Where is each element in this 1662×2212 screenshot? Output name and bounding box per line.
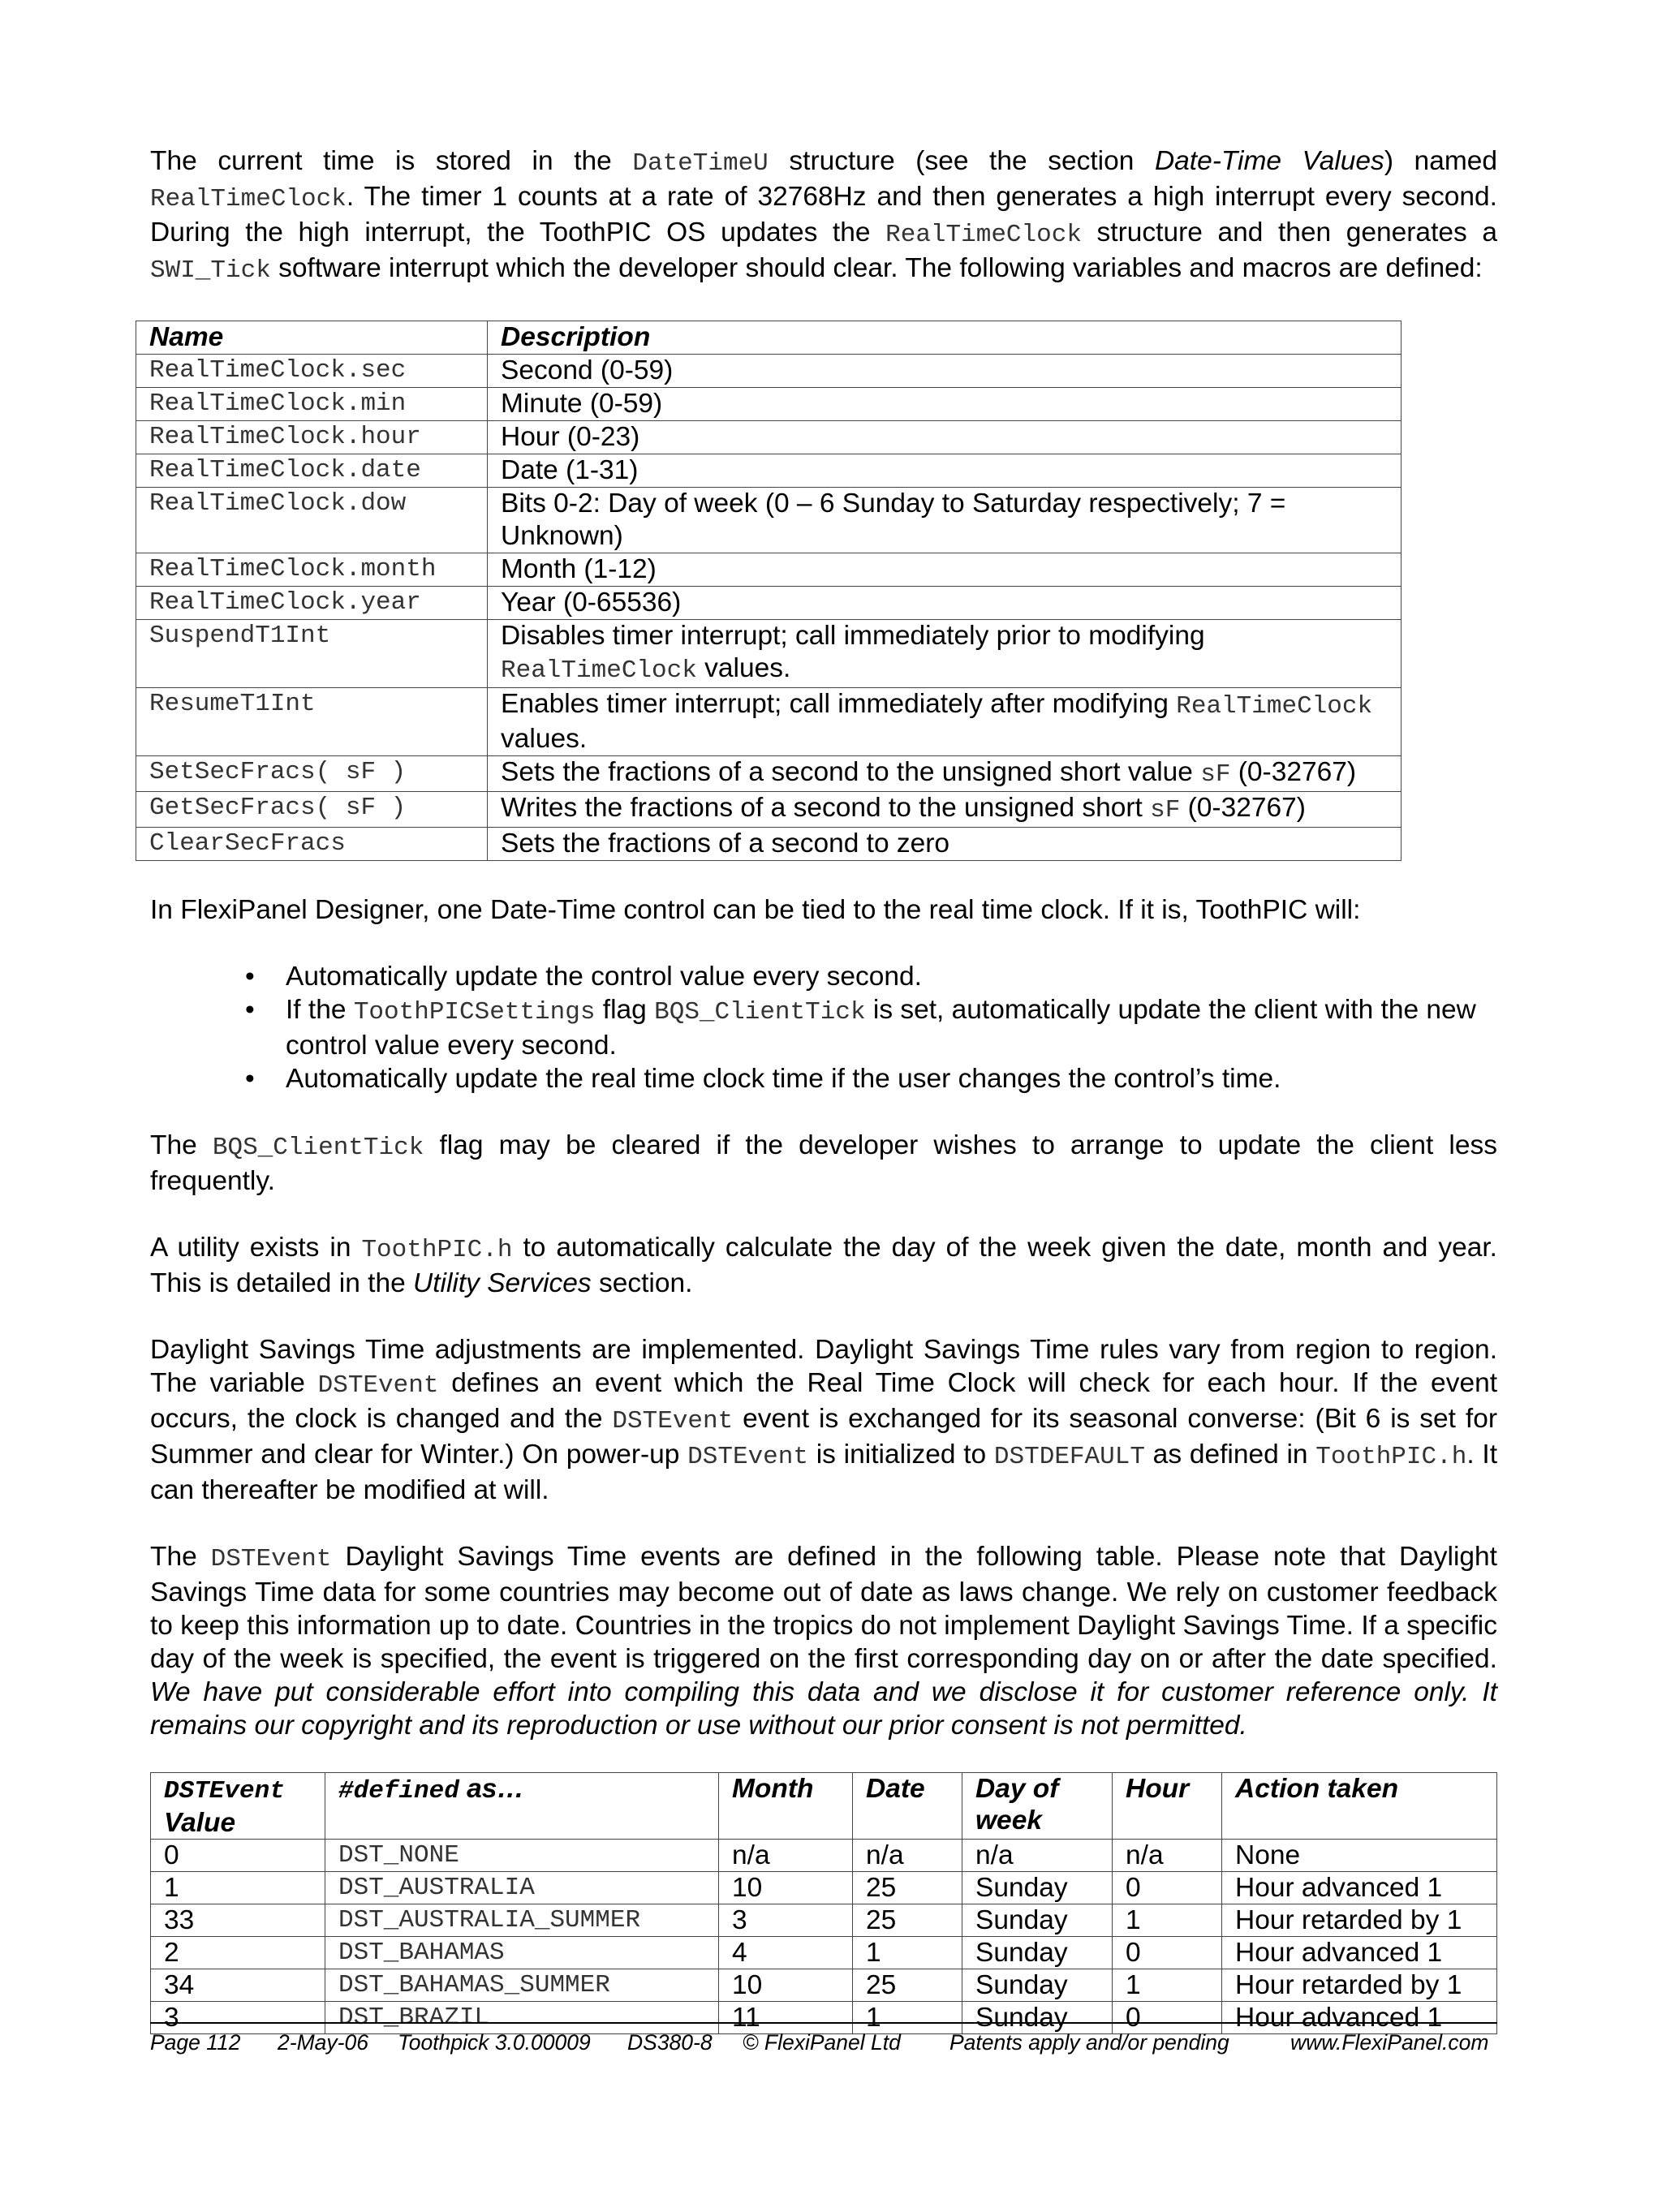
dst-cell-value: 3: [151, 2002, 325, 2034]
text-run: Sets the fractions of a second to zero: [501, 828, 950, 859]
text-run: as defined in: [1144, 1440, 1316, 1470]
dst-table-paragraph: [150, 1540, 1497, 1742]
dst-cell-action: None: [1222, 1840, 1497, 1872]
dst-col-value-header: [151, 1773, 325, 1840]
dst-cell-dow: Sunday: [962, 1969, 1113, 2002]
footer-copyright: © FlexiPanel Ltd: [743, 2030, 901, 2055]
variable-name: RealTimeClock.year: [136, 587, 488, 620]
dst-cell-month: 11: [719, 2002, 853, 2034]
bullet-list: [150, 960, 1497, 1095]
dst-cell-dow: n/a: [962, 1840, 1113, 1872]
text-run: Bits 0-2: Day of week (0 – 6 Sunday to Saturday respectively; 7 = Unknown): [501, 488, 1286, 551]
variable-description: [488, 421, 1402, 454]
variables-table-header-row: [136, 321, 1402, 355]
text-run: . It can thereafter be modified at will.: [150, 1440, 1497, 1505]
text-run: Month (1-12): [501, 554, 657, 584]
footer-date: 2-May-06: [278, 2030, 368, 2055]
variable-description: [488, 553, 1402, 587]
dst-cell-defined: DST_NONE: [325, 1840, 719, 1872]
variables-table-row: [136, 421, 1402, 454]
dst-cell-action: Hour advanced 1: [1222, 1937, 1497, 1969]
variables-table-row: [136, 388, 1402, 421]
code-identifier: DSTEvent: [612, 1407, 734, 1435]
dst-cell-month: 10: [719, 1969, 853, 2002]
variable-description: [488, 388, 1402, 421]
variable-name: GetSecFracs( sF ): [136, 792, 488, 828]
text-run: Daylight Savings Time adjustments are implemented. Daylight Savings Time rules vary from region to region. The variable: [150, 1335, 1497, 1398]
dst-table-row: [151, 1937, 1497, 1969]
dst-cell-hour: 1: [1113, 1969, 1222, 2002]
text-run: Date (1-31): [501, 455, 639, 485]
variables-table-row: [136, 688, 1402, 756]
bullet-icon: •: [245, 1064, 255, 1094]
dst-cell-month: 3: [719, 1904, 853, 1937]
variable-description: [488, 688, 1402, 756]
text-run: flag: [595, 995, 655, 1025]
variables-table-row: [136, 488, 1402, 553]
dst-cell-hour: 0: [1113, 1937, 1222, 1969]
dst-cell-value: 1: [151, 1872, 325, 1904]
variable-description: [488, 355, 1402, 388]
text-run: values.: [501, 724, 588, 754]
code-identifier: sF: [1150, 796, 1181, 824]
text-run: event is exchanged for its seasonal converse: (Bit 6 is set for Summer and clear for Winter.) On power-up: [150, 1404, 1497, 1470]
code-identifier: DSTEvent: [210, 1545, 332, 1573]
dst-cell-dow: Sunday: [962, 2002, 1113, 2034]
bullet-icon: •: [245, 995, 255, 1025]
code-identifier: RealTimeClock: [1176, 692, 1373, 721]
variables-table-row: [136, 792, 1402, 828]
dst-col-action-header: Action taken: [1222, 1773, 1497, 1840]
code-identifier: RealTimeClock: [150, 185, 347, 213]
bullet-icon: •: [245, 962, 255, 992]
text-run: Enables timer interrupt; call immediately after modifying: [501, 689, 1177, 719]
dst-cell-defined: DST_BAHAMAS_SUMMER: [325, 1969, 719, 2002]
variables-table-row: [136, 355, 1402, 388]
variable-name: RealTimeClock.min: [136, 388, 488, 421]
text-run: Automatically update the control value every second.: [286, 962, 922, 992]
code-identifier: ToothPIC.h: [1315, 1443, 1467, 1471]
dst-col-hour-header: Hour: [1113, 1773, 1222, 1840]
dst-cell-action: Hour advanced 1: [1222, 2002, 1497, 2034]
dst-col-value-code: DSTEvent: [164, 1777, 285, 1805]
text-run: values.: [696, 653, 791, 683]
text-run: defines an event which the Real Time Clock will check for each hour. If the event occurs, the clock is changed and the: [150, 1368, 1498, 1434]
dst-col-defined-code: #defined: [338, 1777, 459, 1805]
dst-cell-action: Hour advanced 1: [1222, 1872, 1497, 1904]
variables-table-row: [136, 454, 1402, 488]
dst-cell-date: 25: [853, 1969, 962, 2002]
code-identifier: DSTDEFAULT: [993, 1443, 1145, 1471]
page-footer: [150, 2022, 1497, 2055]
code-identifier: DSTEvent: [687, 1443, 808, 1471]
text-run: section.: [591, 1268, 693, 1298]
text-run: is set, automatically update the client with the new control value every second.: [286, 995, 1476, 1061]
variable-name: SetSecFracs( sF ): [136, 756, 488, 792]
text-run: software interrupt which the developer should clear. The following variables and macros are defined:: [270, 253, 1483, 283]
footer-website: www.FlexiPanel.com: [1290, 2030, 1489, 2055]
text-run: . The timer 1 counts at a rate of 32768Hz and then generates a high interrupt every second. During the high interrupt, the ToothPIC OS updates the: [150, 182, 1497, 247]
text-run: ) named: [1384, 146, 1497, 176]
dst-cell-hour: 0: [1113, 2002, 1222, 2034]
text-run: structure and then generates a: [1081, 217, 1497, 247]
text-run: A utility exists in: [150, 1233, 362, 1263]
designer-paragraph: [150, 893, 1497, 927]
text-run: Disables timer interrupt; call immediately prior to modifying: [501, 621, 1205, 651]
dst-cell-value: 2: [151, 1937, 325, 1969]
variable-name: RealTimeClock.date: [136, 454, 488, 488]
variable-name: RealTimeClock.month: [136, 553, 488, 587]
code-identifier: BQS_ClientTick: [212, 1134, 424, 1162]
text-run: Year (0-65536): [501, 587, 682, 618]
text-run: Writes the fractions of a second to the unsigned short: [501, 793, 1151, 823]
dst-col-month-header: Month: [719, 1773, 853, 1840]
variable-description: [488, 828, 1402, 861]
text-run: Minute (0-59): [501, 389, 663, 419]
dst-cell-defined: DST_AUSTRALIA: [325, 1872, 719, 1904]
variables-table: [136, 321, 1402, 861]
dst-table-row: [151, 2002, 1497, 2034]
variables-table-row: [136, 587, 1402, 620]
dst-table-row: [151, 1969, 1497, 2002]
dst-table-row: [151, 1904, 1497, 1937]
dst-table-row: [151, 1840, 1497, 1872]
text-run: is initialized to: [807, 1440, 994, 1470]
emphasis-text: We have put considerable effort into compiling this data and we disclose it for customer reference only. It remains our copyright and its reproduction or use without our prior consent is not permitted.: [150, 1677, 1497, 1741]
dst-cell-defined: DST_BRAZIL: [325, 2002, 719, 2034]
dst-cell-value: 34: [151, 1969, 325, 2002]
variable-name: RealTimeClock.hour: [136, 421, 488, 454]
dst-col-value-label: Value: [164, 1808, 236, 1838]
code-identifier: DSTEvent: [317, 1371, 439, 1400]
dst-cell-hour: n/a: [1113, 1840, 1222, 1872]
clienttick-paragraph: [150, 1129, 1497, 1198]
emphasis-text: Utility Services: [413, 1268, 592, 1298]
code-identifier: ToothPICSettings: [353, 998, 596, 1026]
code-identifier: RealTimeClock: [885, 221, 1082, 249]
dst-cell-defined: DST_AUSTRALIA_SUMMER: [325, 1904, 719, 1937]
dst-events-table: [150, 1772, 1497, 2034]
variables-table-row: [136, 756, 1402, 792]
dst-cell-date: 25: [853, 1872, 962, 1904]
dst-cell-date: n/a: [853, 1840, 962, 1872]
dst-cell-hour: 0: [1113, 1872, 1222, 1904]
bullet-item: [245, 960, 1497, 993]
dst-cell-date: 25: [853, 1904, 962, 1937]
dst-col-defined-label: as…: [459, 1774, 524, 1804]
dst-cell-date: 1: [853, 2002, 962, 2034]
dst-cell-month: n/a: [719, 1840, 853, 1872]
emphasis-text: Date-Time Values: [1154, 146, 1384, 176]
variable-name: RealTimeClock.sec: [136, 355, 488, 388]
dst-table-header-row: [151, 1773, 1497, 1840]
dst-cell-dow: Sunday: [962, 1872, 1113, 1904]
dst-cell-hour: 1: [1113, 1904, 1222, 1937]
text-run: The: [150, 1130, 213, 1160]
footer-doc-number: DS380-8: [627, 2030, 713, 2055]
dst-cell-dow: Sunday: [962, 1904, 1113, 1937]
variable-description: [488, 454, 1402, 488]
text-run: to automatically calculate the day of the week given the date, month and year. This is detailed in the: [150, 1233, 1497, 1298]
variable-name: RealTimeClock.dow: [136, 488, 488, 553]
text-run: Automatically update the real time clock time if the user changes the control’s time.: [286, 1064, 1281, 1094]
text-run: The current time is stored in the: [150, 146, 633, 176]
dst-paragraph: [150, 1333, 1497, 1507]
bullet-text: [286, 1064, 1281, 1094]
variable-description: [488, 488, 1402, 553]
variables-col-description-header: Description: [488, 321, 1402, 355]
variables-table-row: [136, 828, 1402, 861]
dst-cell-value: 33: [151, 1904, 325, 1937]
variables-table-row: [136, 620, 1402, 688]
dst-cell-action: Hour retarded by 1: [1222, 1904, 1497, 1937]
text-run: flag may be cleared if the developer wishes to arrange to update the client less frequently.: [150, 1130, 1497, 1196]
variable-name: SuspendT1Int: [136, 620, 488, 688]
dst-cell-action: Hour retarded by 1: [1222, 1969, 1497, 2002]
variable-description: [488, 756, 1402, 792]
variable-name: ClearSecFracs: [136, 828, 488, 861]
variable-description: [488, 587, 1402, 620]
utility-paragraph: [150, 1231, 1497, 1300]
bullet-item: [245, 993, 1497, 1062]
footer-page-number: Page 112: [150, 2030, 241, 2055]
footer-product-version: Toothpick 3.0.00009: [398, 2030, 591, 2055]
dst-col-dow-header: Day of week: [962, 1773, 1113, 1840]
text-run: In FlexiPanel Designer, one Date-Time control can be tied to the real time clock. If it is, ToothPIC will:: [150, 895, 1361, 925]
document-page: [150, 144, 1497, 2034]
text-run: (0-32767): [1230, 757, 1357, 787]
dst-col-date-header: Date: [853, 1773, 962, 1840]
text-run: Hour (0-23): [501, 422, 640, 452]
code-identifier: sF: [1200, 760, 1231, 789]
variable-description: [488, 792, 1402, 828]
text-run: The: [150, 1542, 211, 1572]
bullet-text: [286, 995, 1476, 1061]
text-run: If the: [286, 995, 354, 1025]
variables-table-body: [136, 355, 1402, 861]
code-identifier: BQS_ClientTick: [654, 998, 866, 1026]
dst-cell-value: 0: [151, 1840, 325, 1872]
intro-paragraph: [150, 144, 1497, 287]
dst-col-defined-header: [325, 1773, 719, 1840]
dst-cell-defined: DST_BAHAMAS: [325, 1937, 719, 1969]
variable-description: [488, 620, 1402, 688]
code-identifier: ToothPIC.h: [361, 1236, 513, 1264]
text-run: Daylight Savings Time events are defined in the following table. Please note that Daylight Savings Time data for some countries may become out of date as laws change. We rely on customer feedback to keep this information up to date. Countries in the tropics do not implement Daylight Savings Time. If a specific day of the week is specified, the event is triggered on the first corresponding day on or after the date specified.: [150, 1542, 1497, 1674]
text-run: (0-32767): [1180, 793, 1306, 823]
code-identifier: RealTimeClock: [501, 656, 697, 685]
code-identifier: DateTimeU: [632, 149, 769, 178]
bullet-text: [286, 962, 922, 992]
variables-col-name-header: Name: [136, 321, 488, 355]
text-run: Second (0-59): [501, 355, 674, 385]
dst-table-body: [151, 1840, 1497, 2034]
dst-cell-month: 4: [719, 1937, 853, 1969]
text-run: Sets the fractions of a second to the unsigned short value: [501, 757, 1201, 787]
text-run: structure (see the section: [768, 146, 1155, 176]
footer-patents: Patents apply and/or pending: [949, 2030, 1229, 2055]
dst-cell-dow: Sunday: [962, 1937, 1113, 1969]
code-identifier: SWI_Tick: [150, 256, 271, 285]
dst-table-row: [151, 1872, 1497, 1904]
dst-cell-date: 1: [853, 1937, 962, 1969]
variables-table-row: [136, 553, 1402, 587]
dst-cell-month: 10: [719, 1872, 853, 1904]
variable-name: ResumeT1Int: [136, 688, 488, 756]
bullet-item: [245, 1062, 1497, 1095]
